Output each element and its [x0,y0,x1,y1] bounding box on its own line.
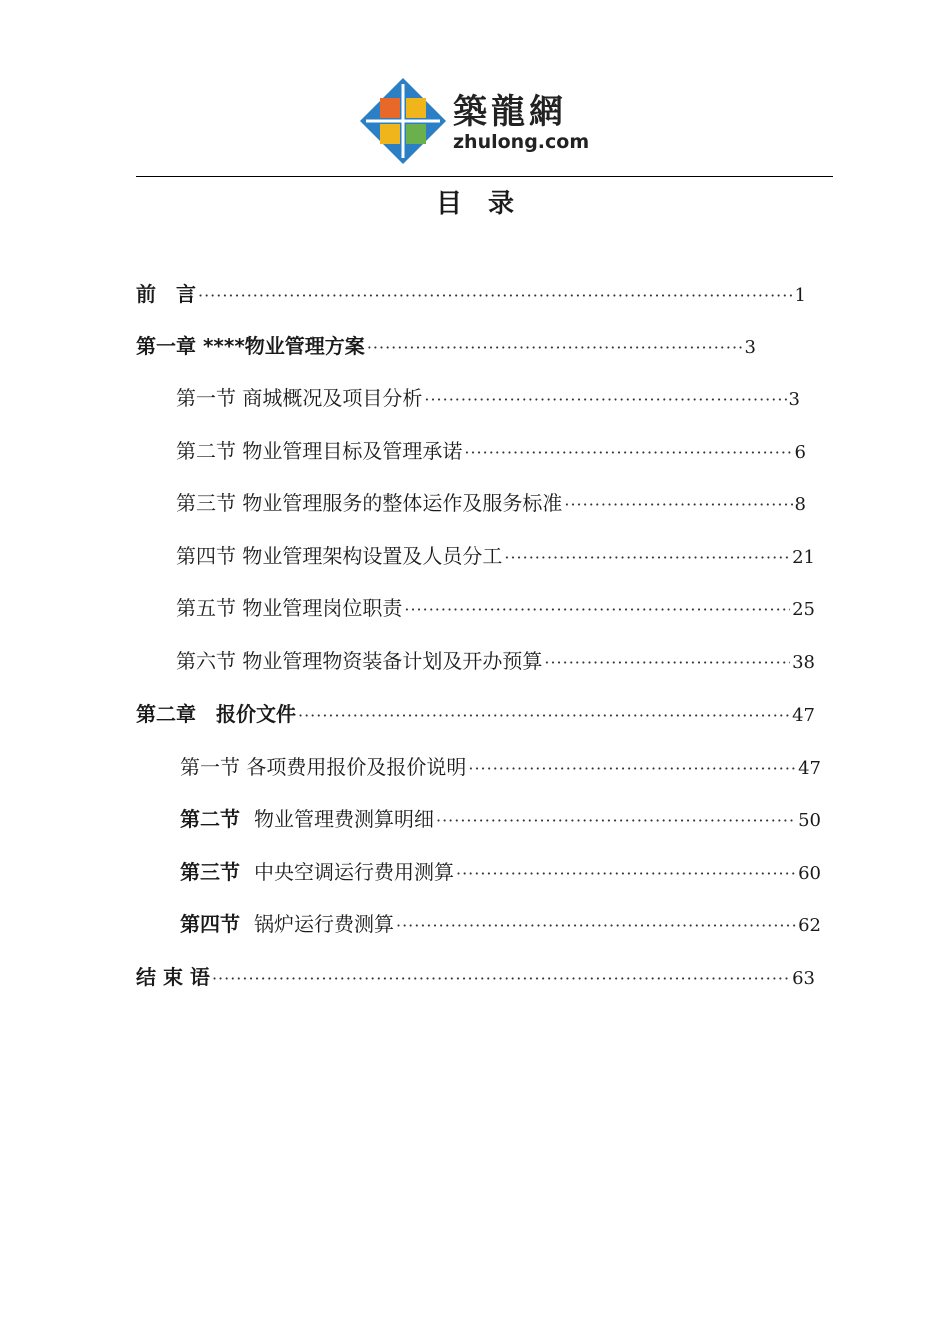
toc-entry[interactable] [136,698,815,728]
toc-leader-dots [564,495,792,514]
toc-entry-label [136,961,210,990]
toc-entry-label [136,330,365,359]
toc-entry-title: 第六节 物业管理物资装备计划及开办预算 [176,649,543,673]
toc-leader-dots [544,653,790,672]
toc-entry[interactable] [176,487,806,517]
toc-leader-dots [464,443,792,462]
toc-entry-subtitle: 中央空调运行费用测算 [254,860,454,884]
toc-entry-title: 前 言 [136,282,196,306]
header-divider [136,176,833,177]
toc-entry[interactable] [176,645,815,675]
toc-page-number: 47 [792,705,815,726]
toc-entry-label [176,645,542,674]
toc-entry[interactable] [180,856,821,886]
toc-entry[interactable] [180,803,821,833]
toc-entry[interactable] [136,278,806,308]
page-title: 目 录 [435,189,514,219]
toc-page-number: 3 [744,337,756,358]
logo-emblem-icon [358,76,448,166]
toc-entry-title: 第二节 物业管理目标及管理承诺 [176,439,463,463]
toc-page-number: 1 [794,285,806,306]
toc-leader-dots [396,916,796,935]
toc-page-number: 25 [792,599,815,620]
toc-leader-dots [468,759,796,778]
toc-page-number: 62 [798,915,821,936]
toc-page-number: 21 [792,547,815,568]
toc-entry-subtitle: 锅炉运行费测算 [254,912,394,936]
toc-entry-label [176,592,402,621]
toc-leader-dots [212,969,790,988]
toc-entry-title: 第二章 报价文件 [136,702,296,726]
toc-page-number: 50 [798,810,821,831]
toc-entry[interactable] [176,382,800,412]
toc-leader-dots [456,864,796,883]
toc-entry-label [176,435,462,464]
toc-entry[interactable] [176,540,815,570]
toc-entry[interactable] [136,961,815,991]
toc-page-number: 8 [794,494,806,515]
toc-entry-label [180,751,466,780]
toc-leader-dots [298,706,790,725]
zhulong-logo [358,76,590,166]
toc-entry-label [136,698,296,727]
toc-entry[interactable] [180,908,821,938]
toc-entry-title: 第三节 物业管理服务的整体运作及服务标准 [176,491,563,515]
toc-entry-title: 第四节 物业管理架构设置及人员分工 [176,544,503,568]
toc-page-number: 38 [792,652,815,673]
toc-page-number: 63 [792,968,815,989]
toc-entry-label [180,803,434,832]
toc-page-number: 47 [798,758,821,779]
toc-leader-dots [198,286,793,305]
toc-page-number: 60 [798,863,821,884]
toc-entry-title: 第一章 ****物业管理方案 [136,334,365,358]
toc-entry-label [176,487,562,516]
toc-entry-label [176,540,502,569]
toc-entry-title: 第一节 各项费用报价及报价说明 [180,755,467,779]
toc-entry-title: 第一节 商城概况及项目分析 [176,386,423,410]
toc-entry-title: 第五节 物业管理岗位职责 [176,596,403,620]
toc-entry-label [180,908,394,937]
toc-entry-subtitle: 物业管理费测算明细 [254,807,434,831]
toc-entry[interactable] [136,330,756,360]
toc-leader-dots [504,548,790,567]
toc-leader-dots [367,338,743,357]
toc-page-number: 3 [788,389,800,410]
toc-entry-title: 第三节 [180,860,240,884]
toc-entry-title: 结 束 语 [136,965,210,989]
toc-entry-label [136,278,196,307]
logo-text-chinese: 築龍網 [453,92,567,132]
toc-leader-dots [404,600,790,619]
toc-entry[interactable] [180,751,821,781]
toc-entry-title: 第二节 [180,807,240,831]
toc-entry-label [176,382,422,411]
toc-entry-label [180,856,454,885]
toc-leader-dots [424,390,786,409]
toc-page-number: 6 [794,442,806,463]
logo-text-english: zhulong.com [453,131,590,153]
toc-entry[interactable] [176,435,806,465]
toc-leader-dots [436,811,796,830]
toc-entry-title: 第四节 [180,912,240,936]
toc-entry[interactable] [176,592,815,622]
